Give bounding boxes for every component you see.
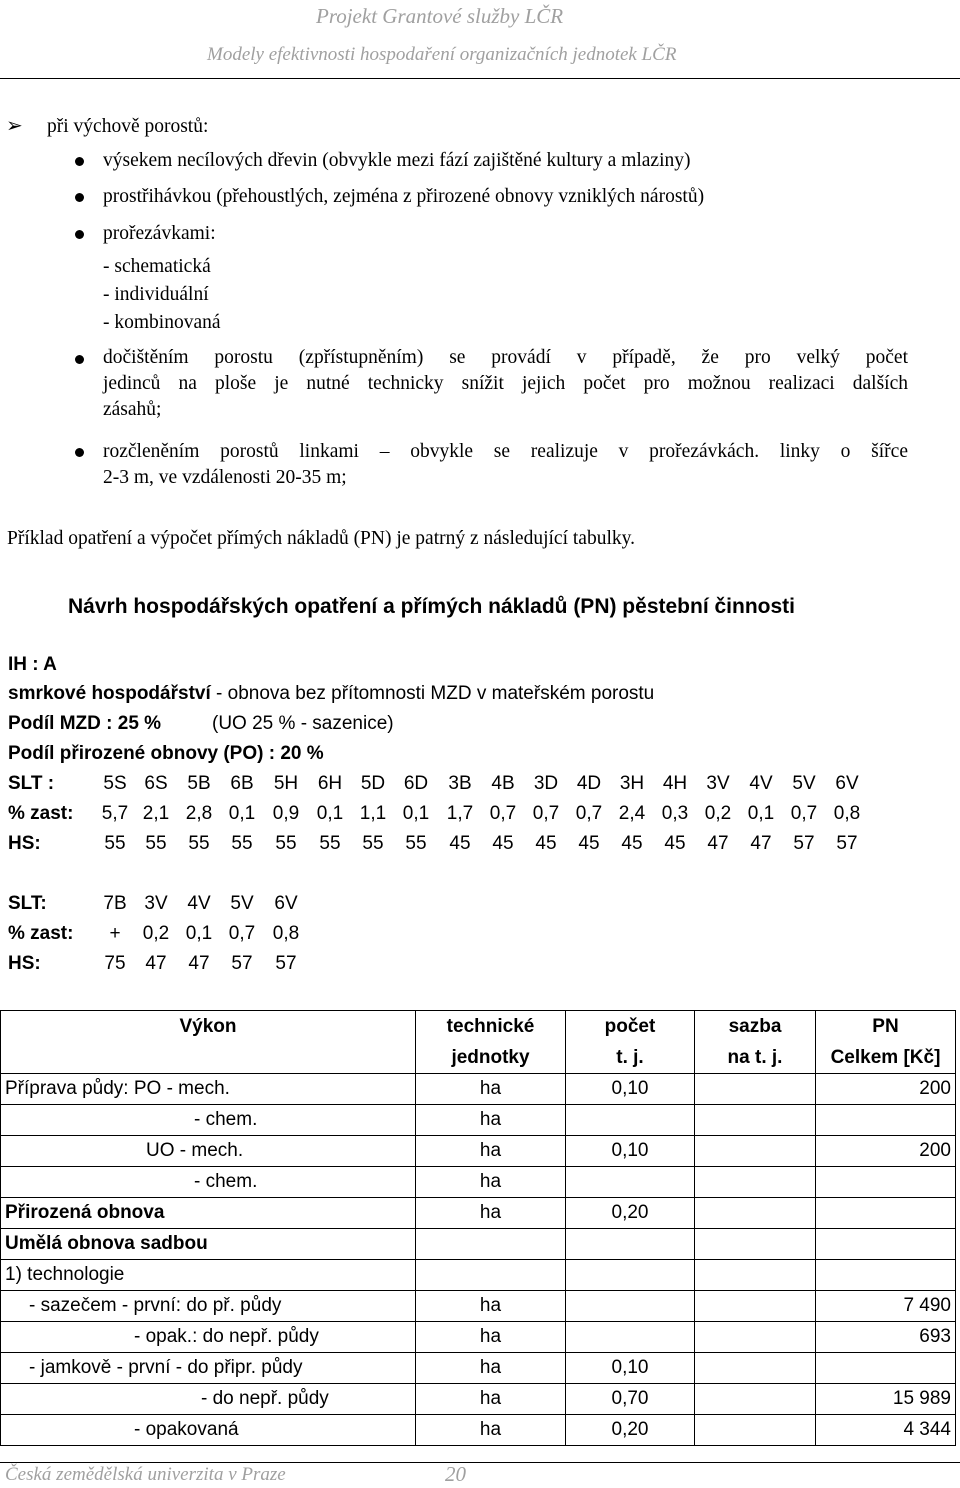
grid1-slt-row <box>0 773 960 799</box>
vykon-cell: Umělá obnova sadbou <box>1 1229 416 1260</box>
bullet-item-3: prořezávkami: <box>103 223 216 244</box>
table-row <box>1 1291 956 1322</box>
vykon-cell: - jamkově - první - do připr. půdy <box>1 1353 416 1384</box>
pn-cell <box>816 1198 956 1229</box>
zast-cell: 0,7 <box>575 803 603 824</box>
slt-cell: 7B <box>103 893 127 914</box>
hospodarstvi-rest: - obnova bez přítomnosti MZD v mateřském porostu <box>210 683 655 704</box>
hs-cell: 45 <box>449 833 471 854</box>
hs-cell: 55 <box>231 833 253 854</box>
hs-cell: 57 <box>231 953 253 974</box>
pn-cell: 15 989 <box>816 1384 956 1415</box>
pocet-cell <box>566 1105 695 1136</box>
bullet-icon <box>75 193 84 202</box>
hs-cell: 55 <box>405 833 427 854</box>
zast-cell: 0,7 <box>228 923 256 944</box>
footer-university: Česká zemědělská univerzita v Praze <box>5 1464 286 1485</box>
pocet-cell: 0,20 <box>566 1198 695 1229</box>
table-row <box>1 1105 956 1136</box>
mzd-bold: Podíl MZD : 25 % <box>8 713 162 734</box>
tj-cell: ha <box>416 1322 566 1353</box>
pn-cell <box>816 1167 956 1198</box>
table-header-row-2 <box>1 1042 956 1074</box>
zast-cell: 0,2 <box>142 923 170 944</box>
pocet-cell: 0,10 <box>566 1136 695 1167</box>
zast-cell: 0,1 <box>316 803 344 824</box>
grid1-zast-row <box>0 803 960 829</box>
hs-cell: 45 <box>492 833 514 854</box>
slt-cell: 3V <box>706 773 730 794</box>
slt-cell: 3D <box>533 773 559 794</box>
zast-cell: 0,7 <box>532 803 560 824</box>
header-project: Projekt Grantové služby LČR <box>316 4 564 28</box>
hs-cell: 57 <box>275 953 297 974</box>
table-row <box>1 1260 956 1291</box>
ih-label: IH : A <box>8 654 57 675</box>
hospodarstvi-line <box>8 683 654 705</box>
sazba-cell <box>695 1198 816 1229</box>
header-divider <box>0 78 960 79</box>
zast-cell: 0,8 <box>272 923 300 944</box>
bullet-item-4-line-2: jedinců na ploše je nutné technicky snížit jejich počet pro možnou realizaci dalších <box>103 373 908 394</box>
zast-cell: 0,7 <box>790 803 818 824</box>
tj-cell <box>416 1260 566 1291</box>
zast-cell: 0,1 <box>747 803 775 824</box>
pn-cell: 7 490 <box>816 1291 956 1322</box>
grid1-zast-label: % zast: <box>8 803 74 824</box>
table-row <box>1 1198 956 1229</box>
pn-cell <box>816 1353 956 1384</box>
vykon-cell: - opak.: do nepř. půdy <box>1 1322 416 1353</box>
hs-cell: 47 <box>750 833 772 854</box>
slt-cell: 6B <box>230 773 254 794</box>
footer-divider <box>0 1462 960 1463</box>
footer-page-number: 20 <box>445 1462 466 1486</box>
pocet-cell: 0,20 <box>566 1415 695 1446</box>
tj-cell: ha <box>416 1353 566 1384</box>
grid2-hs-label: HS: <box>8 953 41 974</box>
header-vykon-empty <box>1 1042 416 1074</box>
pn-cell <box>816 1260 956 1291</box>
tj-cell: ha <box>416 1415 566 1446</box>
zast-cell: 0,1 <box>185 923 213 944</box>
grid1-hs-label: HS: <box>8 833 41 854</box>
header-subtitle: Modely efektivnosti hospodaření organizačních jednotek LČR <box>207 44 677 65</box>
hs-cell: 45 <box>535 833 557 854</box>
zast-cell: 1,7 <box>446 803 474 824</box>
table-row <box>1 1229 956 1260</box>
slt-cell: 6S <box>144 773 168 794</box>
table-row <box>1 1074 956 1105</box>
bullet-item-4-line-3: zásahů; <box>103 399 162 420</box>
slt-cell: 5S <box>103 773 127 794</box>
vykon-cell: - chem. <box>1 1167 416 1198</box>
sub-item-2: - individuální <box>103 284 209 305</box>
table-row <box>1 1167 956 1198</box>
slt-cell: 4V <box>749 773 773 794</box>
bullet-icon <box>75 157 84 166</box>
hs-cell: 75 <box>104 953 126 974</box>
grid2-slt-label: SLT: <box>8 893 47 914</box>
pocet-cell <box>566 1167 695 1198</box>
grid2-slt-row <box>0 893 960 919</box>
table-header-row-1 <box>1 1011 956 1043</box>
slt-cell: 6V <box>274 893 298 914</box>
table-row <box>1 1322 956 1353</box>
sazba-cell <box>695 1167 816 1198</box>
vykon-cell: Příprava půdy: PO - mech. <box>1 1074 416 1105</box>
vykon-cell: - opakovaná <box>1 1415 416 1446</box>
slt-cell: 3H <box>619 773 645 794</box>
tj-cell: ha <box>416 1291 566 1322</box>
zast-cell: + <box>109 923 121 944</box>
hospodarstvi-bold: smrkové hospodářství <box>8 683 211 704</box>
zast-cell: 0,3 <box>661 803 689 824</box>
closing-sentence: Příklad opatření a výpočet přímých nákladů (PN) je patrný z následující tabulky. <box>7 528 635 549</box>
pocet-cell <box>566 1260 695 1291</box>
hs-cell: 57 <box>836 833 858 854</box>
header-pn-1: PN <box>816 1011 956 1043</box>
bullet-item-4-line-1: dočištěním porostu (zpřístupněním) se provádí v případě, že pro velký počet <box>103 347 908 368</box>
zast-cell: 0,1 <box>402 803 430 824</box>
zast-cell: 2,1 <box>142 803 170 824</box>
zast-cell: 5,7 <box>101 803 129 824</box>
header-sazba-1: sazba <box>695 1011 816 1043</box>
grid2-zast-row <box>0 923 960 949</box>
vykon-cell: UO - mech. <box>1 1136 416 1167</box>
sazba-cell <box>695 1415 816 1446</box>
slt-cell: 3B <box>448 773 472 794</box>
zast-cell: 2,4 <box>618 803 646 824</box>
pn-cell <box>816 1229 956 1260</box>
tj-cell: ha <box>416 1136 566 1167</box>
sub-item-1: - schematická <box>103 256 211 277</box>
grid1-hs-row <box>0 833 960 859</box>
header-vykon: Výkon <box>1 1011 416 1043</box>
tj-cell: ha <box>416 1105 566 1136</box>
grid2-zast-label: % zast: <box>8 923 74 944</box>
pocet-cell <box>566 1291 695 1322</box>
sazba-cell <box>695 1353 816 1384</box>
bullet-item-5-line-1: rozčleněním porostů linkami – obvykle se realizuje v prořezávkách. linky o šířce <box>103 441 908 462</box>
hs-cell: 47 <box>145 953 167 974</box>
hs-cell: 55 <box>145 833 167 854</box>
hs-cell: 47 <box>707 833 729 854</box>
hs-cell: 45 <box>664 833 686 854</box>
sazba-cell <box>695 1074 816 1105</box>
hs-cell: 55 <box>275 833 297 854</box>
sazba-cell <box>695 1105 816 1136</box>
hs-cell: 55 <box>319 833 341 854</box>
bullet-item-2: prostřihávkou (přehoustlých, zejména z přirozené obnovy vzniklých nárostů) <box>103 186 705 207</box>
bullet-item-4 <box>103 345 908 423</box>
slt-cell: 4B <box>491 773 515 794</box>
hs-cell: 45 <box>578 833 600 854</box>
zast-cell: 1,1 <box>359 803 387 824</box>
bullet-item-1: výsekem necílových dřevin (obvykle mezi fází zajištěné kultury a mlaziny) <box>103 150 691 171</box>
pn-cell: 200 <box>816 1136 956 1167</box>
hs-cell: 57 <box>793 833 815 854</box>
hs-cell: 55 <box>104 833 126 854</box>
pn-cell: 693 <box>816 1322 956 1353</box>
bullet-item-5 <box>103 439 908 491</box>
zast-cell: 0,2 <box>704 803 732 824</box>
slt-cell: 6H <box>317 773 343 794</box>
bullet-icon <box>75 355 84 364</box>
pocet-cell: 0,10 <box>566 1353 695 1384</box>
pn-cell: 4 344 <box>816 1415 956 1446</box>
grid1-slt-label: SLT : <box>8 773 55 794</box>
hs-cell: 47 <box>188 953 210 974</box>
header-sazba-2: na t. j. <box>695 1042 816 1074</box>
zast-cell: 0,1 <box>228 803 256 824</box>
vykon-cell: Přirozená obnova <box>1 1198 416 1229</box>
tj-cell: ha <box>416 1074 566 1105</box>
tj-cell <box>416 1229 566 1260</box>
table-row <box>1 1384 956 1415</box>
slt-cell: 5H <box>273 773 299 794</box>
sazba-cell <box>695 1322 816 1353</box>
pocet-cell <box>566 1229 695 1260</box>
zast-cell: 2,8 <box>185 803 213 824</box>
sub-item-3: - kombinovaná <box>103 312 221 333</box>
pn-cell <box>816 1105 956 1136</box>
slt-cell: 4V <box>187 893 211 914</box>
sazba-cell <box>695 1291 816 1322</box>
slt-cell: 3V <box>144 893 168 914</box>
slt-cell: 4H <box>662 773 688 794</box>
tj-cell: ha <box>416 1198 566 1229</box>
zast-cell: 0,7 <box>489 803 517 824</box>
slt-cell: 5V <box>230 893 254 914</box>
tj-cell: ha <box>416 1384 566 1415</box>
slt-cell: 6V <box>835 773 859 794</box>
bullet-icon <box>75 448 84 457</box>
header-pocet-1: počet <box>566 1011 695 1043</box>
po-line: Podíl přirozené obnovy (PO) : 20 % <box>8 743 324 764</box>
vykon-cell: 1) technologie <box>1 1260 416 1291</box>
sazba-cell <box>695 1136 816 1167</box>
table-row <box>1 1353 956 1384</box>
pocet-cell: 0,10 <box>566 1074 695 1105</box>
vykon-cell: - chem. <box>1 1105 416 1136</box>
table-row <box>1 1136 956 1167</box>
header-pocet-2: t. j. <box>566 1042 695 1074</box>
slt-cell: 5D <box>360 773 386 794</box>
slt-cell: 4D <box>576 773 602 794</box>
hs-cell: 45 <box>621 833 643 854</box>
sazba-cell <box>695 1384 816 1415</box>
vykon-cell: - sazečem - první: do př. půdy <box>1 1291 416 1322</box>
header-pn-2: Celkem [Kč] <box>816 1042 956 1074</box>
pocet-cell: 0,70 <box>566 1384 695 1415</box>
vykon-cell: - do nepř. půdy <box>1 1384 416 1415</box>
hs-cell: 55 <box>362 833 384 854</box>
bullet-icon <box>75 230 84 239</box>
mzd-rest: (UO 25 % - sazenice) <box>212 713 394 734</box>
zast-cell: 0,8 <box>833 803 861 824</box>
arrow-bullet-icon: ➢ <box>6 115 23 137</box>
zast-cell: 0,9 <box>272 803 300 824</box>
grid2-hs-row <box>0 953 960 979</box>
slt-cell: 5B <box>187 773 211 794</box>
table-row <box>1 1415 956 1446</box>
cost-table <box>0 1010 956 1446</box>
arrow-item: při výchově porostů: <box>47 116 209 137</box>
sazba-cell <box>695 1229 816 1260</box>
header-tj-1: technické <box>416 1011 566 1043</box>
slt-cell: 5V <box>792 773 816 794</box>
bullet-item-5-line-2: 2-3 m, ve vzdálenosti 20-35 m; <box>103 467 347 488</box>
hs-cell: 55 <box>188 833 210 854</box>
pn-cell: 200 <box>816 1074 956 1105</box>
slt-cell: 6D <box>403 773 429 794</box>
section-title: Návrh hospodářských opatření a přímých nákladů (PN) pěstební činnosti <box>68 595 795 618</box>
pocet-cell <box>566 1322 695 1353</box>
header-tj-2: jednotky <box>416 1042 566 1074</box>
sazba-cell <box>695 1260 816 1291</box>
tj-cell: ha <box>416 1167 566 1198</box>
table-body <box>1 1074 956 1446</box>
